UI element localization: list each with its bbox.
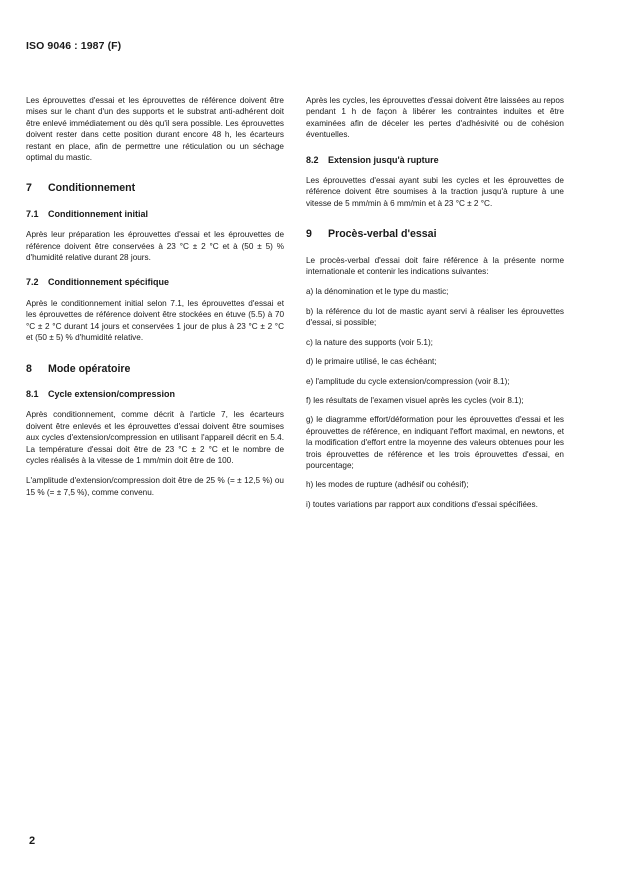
- list-item: b) la référence du lot de mastic ayant servi à réaliser les éprouvettes d'essai, si possible;: [306, 306, 564, 328]
- page-number: 2: [29, 835, 36, 847]
- left-column: [26, 95, 284, 507]
- document-header: ISO 9046 : 1987 (F): [26, 40, 122, 52]
- section-8-1-text: Après conditionnement, comme décrit à l'article 7, les écarteurs doivent être enlevés et les éprouvettes d'essai doivent être soumises aux cycles d'extension/compression en utilisant l'appareil décrit en 5.4. La température d'essai doit être de 23 °C ± 2 °C et le nombre de cycles réalisés à la vitesse de 1 mm/min doit être de 100.: [26, 410, 284, 465]
- section-title: Conditionnement spécifique: [48, 277, 170, 288]
- section-8-2-heading: [306, 155, 564, 166]
- section-8-1-heading: [26, 389, 284, 400]
- section-title: Mode opératoire: [48, 362, 131, 375]
- section-9-intro: Le procès-verbal d'essai doit faire référence à la présente norme internationale et contenir les indications suivantes:: [306, 255, 564, 277]
- section-7-2-text: Après le conditionnement initial selon 7.1, les éprouvettes d'essai et les éprouvettes de référence doivent être stockées en étuve (5.5) à 70 °C ± 2 °C durant 14 jours et conservées 1 jour de plus à 23 °C ± 2 °C et (50 ± 5) % d'humidité relative.: [26, 298, 284, 343]
- section-8-2-text: Les éprouvettes d'essai ayant subi les cycles et les éprouvettes de référence doivent être soumises à la traction jusqu'à rupture à une vitesse de 5 mm/min à 6 mm/min et à 23 °C ± 2 °C.: [306, 176, 564, 208]
- section-title: Extension jusqu'à rupture: [328, 154, 439, 165]
- section-number: 7: [26, 182, 32, 195]
- list-item: g) le diagramme effort/déformation pour les éprouvettes d'essai et les éprouvettes de référence, en indiquant l'effort maximal, en newtons, et la modification d'effort entre la moyenne des valeurs obtenues pour les trois éprouvettes de référence et les trois éprouvettes d'essai, en pourcentage;: [306, 415, 564, 470]
- list-item: a) la dénomination et le type du mastic;: [306, 287, 449, 297]
- section-number: 8: [26, 362, 32, 375]
- list-item: d) le primaire utilisé, le cas échéant;: [306, 357, 437, 367]
- list-item: h) les modes de rupture (adhésif ou cohésif);: [306, 480, 469, 490]
- section-9-heading: [306, 229, 564, 240]
- section-number: 7.2: [26, 277, 39, 288]
- section-7-2-heading: [26, 277, 284, 288]
- list-item: f) les résultats de l'examen visuel après les cycles (voir 8.1);: [306, 395, 524, 405]
- section-7-1-heading: [26, 209, 284, 220]
- section-7-heading: [26, 183, 284, 194]
- section-number: 9: [306, 228, 312, 241]
- section-8-1-amplitude: L'amplitude d'extension/compression doit être de 25 % (= ± 12,5 %) ou 15 % (= ± 7,5 %), comme convenu.: [26, 476, 284, 497]
- list-item: c) la nature des supports (voir 5.1);: [306, 337, 433, 347]
- list-item: i) toutes variations par rapport aux conditions d'essai spécifiées.: [306, 499, 538, 509]
- section-title: Cycle extension/compression: [48, 388, 176, 399]
- list-item: e) l'amplitude du cycle extension/compression (voir 8.1);: [306, 376, 510, 386]
- section-title: Procès-verbal d'essai: [328, 228, 437, 241]
- section-title: Conditionnement: [48, 182, 136, 195]
- section-8-heading: [26, 364, 284, 375]
- section-7-1-text: Après leur préparation les éprouvettes d'essai et les éprouvettes de référence doivent être conservées à 23 °C ± 2 °C et à (50 ± 5) % d'humidité relative durant 28 jours.: [26, 230, 284, 263]
- continuation-paragraph: Après les cycles, les éprouvettes d'essai doivent être laissées au repos pendant 1 h de façon à libérer les contraintes induites et être examinées afin de déceler les pertes d'adhésivité ou de cohésion éventuelles.: [306, 96, 564, 140]
- section-number: 8.1: [26, 388, 39, 399]
- section-number: 8.2: [306, 154, 319, 165]
- intro-paragraph: Les éprouvettes d'essai et les éprouvettes de référence doivent être mises sur le chant d'un des supports et le substrat anti-adhérent doit être enlevé immédiatement ou dès qu'il sera possible. Les éprouvettes doivent rester dans cette position durant encore 48 h, les écarteurs restant en place, afin de permettre une réticulation ou un séchage optimal du mastic.: [26, 96, 284, 163]
- section-number: 7.1: [26, 208, 39, 219]
- report-items-list: [306, 286, 564, 510]
- right-column: [306, 95, 564, 518]
- section-title: Conditionnement initial: [48, 208, 148, 219]
